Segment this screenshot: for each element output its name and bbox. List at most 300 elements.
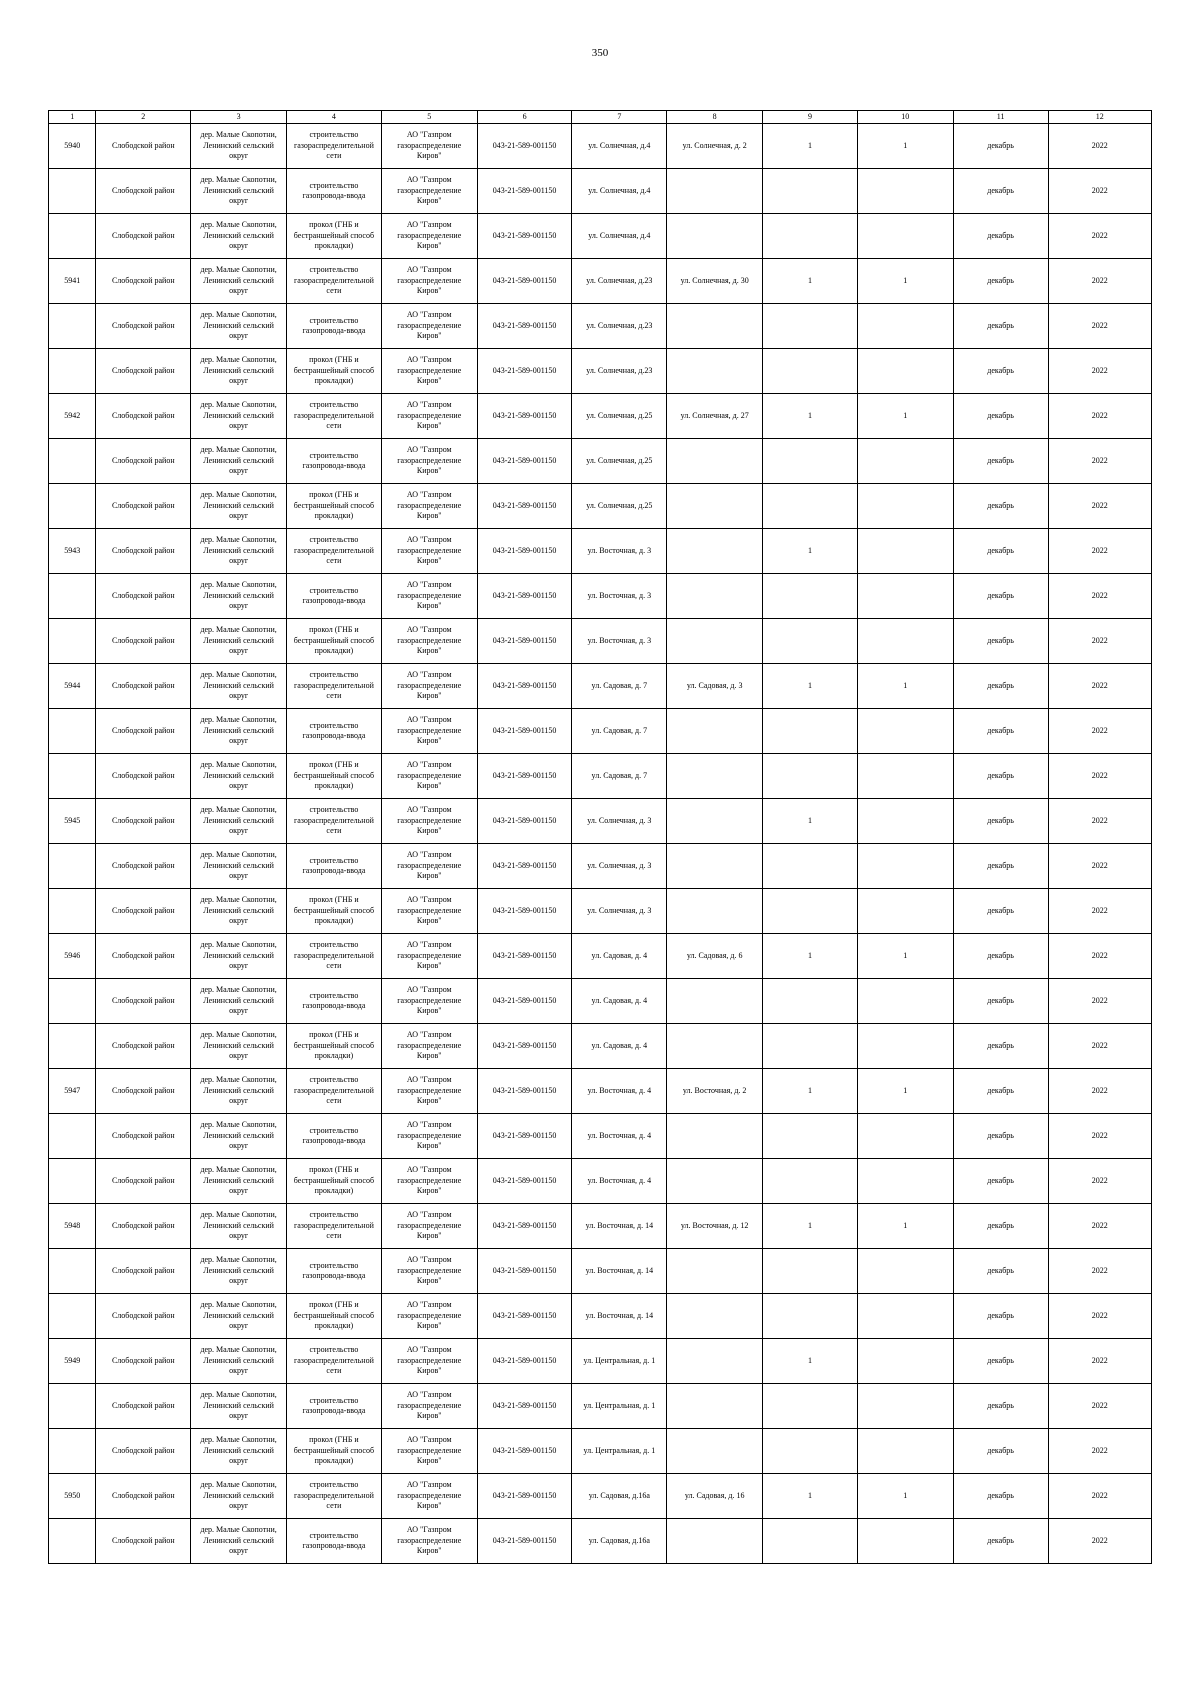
cell-count-9 [763,844,858,889]
cell-address: ул. Садовая, д. 7 [572,754,667,799]
cell-work-type: строительство газораспределительной сети [287,1474,382,1519]
cell-connected-address [667,574,763,619]
cell-address: ул. Восточная, д. 14 [572,1294,667,1339]
cell-count-9 [763,1249,858,1294]
cell-record-number [49,844,96,889]
cell-locality: дер. Малые Скопотни, Ленинский сельский округ [191,529,287,574]
table-row [49,394,1152,439]
cell-district: Слободской район [96,889,191,934]
cell-count-9 [763,1384,858,1429]
cell-count-9 [763,484,858,529]
cell-locality: дер. Малые Скопотни, Ленинский сельский округ [191,1204,287,1249]
cell-district: Слободской район [96,1294,191,1339]
cell-count-9 [763,1294,858,1339]
cell-registry-code: 043-21-589-001150 [477,979,572,1024]
cell-record-number [49,619,96,664]
cell-district: Слободской район [96,124,191,169]
column-header: 4 [287,111,382,124]
cell-address: ул. Солнечная, д. 3 [572,889,667,934]
cell-record-number [49,1114,96,1159]
cell-locality: дер. Малые Скопотни, Ленинский сельский округ [191,484,287,529]
cell-district: Слободской район [96,1249,191,1294]
cell-locality: дер. Малые Скопотни, Ленинский сельский округ [191,1249,287,1294]
cell-connected-address [667,529,763,574]
cell-locality: дер. Малые Скопотни, Ленинский сельский округ [191,979,287,1024]
cell-record-number [49,1294,96,1339]
cell-organization: АО "Газпром газораспределение Киров" [381,259,477,304]
cell-district: Слободской район [96,979,191,1024]
cell-organization: АО "Газпром газораспределение Киров" [381,889,477,934]
cell-year: 2022 [1048,709,1151,754]
column-header: 10 [857,111,953,124]
cell-district: Слободской район [96,1384,191,1429]
cell-locality: дер. Малые Скопотни, Ленинский сельский округ [191,349,287,394]
cell-count-10: 1 [857,1474,953,1519]
cell-year: 2022 [1048,439,1151,484]
cell-work-type: строительство газопровода-ввода [287,439,382,484]
cell-locality: дер. Малые Скопотни, Ленинский сельский округ [191,1114,287,1159]
cell-count-9 [763,1159,858,1204]
cell-month: декабрь [953,1294,1048,1339]
cell-address: ул. Солнечная, д.25 [572,484,667,529]
cell-count-10: 1 [857,934,953,979]
cell-month: декабрь [953,754,1048,799]
cell-count-9: 1 [763,529,858,574]
table-row [49,484,1152,529]
cell-month: декабрь [953,1204,1048,1249]
table-row [49,1294,1152,1339]
cell-district: Слободской район [96,574,191,619]
table-row [49,439,1152,484]
cell-record-number: 5941 [49,259,96,304]
column-header: 1 [49,111,96,124]
cell-month: декабрь [953,1159,1048,1204]
cell-count-10 [857,619,953,664]
cell-locality: дер. Малые Скопотни, Ленинский сельский округ [191,1474,287,1519]
cell-registry-code: 043-21-589-001150 [477,844,572,889]
cell-count-10: 1 [857,124,953,169]
cell-address: ул. Солнечная, д.23 [572,259,667,304]
table-row [49,1429,1152,1474]
cell-count-9 [763,619,858,664]
cell-month: декабрь [953,1024,1048,1069]
cell-address: ул. Солнечная, д.23 [572,304,667,349]
cell-district: Слободской район [96,934,191,979]
cell-address: ул. Солнечная, д.23 [572,349,667,394]
cell-month: декабрь [953,664,1048,709]
cell-work-type: строительство газопровода-ввода [287,979,382,1024]
cell-connected-address [667,1429,763,1474]
cell-work-type: прокол (ГНБ и бестраншейный способ прокладки) [287,484,382,529]
cell-month: декабрь [953,304,1048,349]
column-header: 5 [381,111,477,124]
cell-count-9 [763,1519,858,1564]
cell-work-type: строительство газораспределительной сети [287,664,382,709]
cell-address: ул. Солнечная, д. 3 [572,844,667,889]
cell-count-10 [857,1384,953,1429]
table-row [49,1519,1152,1564]
cell-connected-address [667,1114,763,1159]
cell-work-type: строительство газораспределительной сети [287,124,382,169]
cell-record-number [49,169,96,214]
table-row [49,1114,1152,1159]
cell-count-9 [763,1429,858,1474]
cell-connected-address: ул. Садовая, д. 16 [667,1474,763,1519]
cell-year: 2022 [1048,1294,1151,1339]
cell-month: декабрь [953,259,1048,304]
cell-count-10 [857,1249,953,1294]
cell-month: декабрь [953,439,1048,484]
table-row [49,799,1152,844]
cell-registry-code: 043-21-589-001150 [477,1519,572,1564]
cell-organization: АО "Газпром газораспределение Киров" [381,394,477,439]
table-row [49,304,1152,349]
cell-organization: АО "Газпром газораспределение Киров" [381,1384,477,1429]
cell-year: 2022 [1048,889,1151,934]
cell-year: 2022 [1048,484,1151,529]
cell-record-number [49,349,96,394]
cell-address: ул. Солнечная, д.4 [572,214,667,259]
table-row [49,1384,1152,1429]
cell-year: 2022 [1048,304,1151,349]
table-row [49,1024,1152,1069]
cell-address: ул. Центральная, д. 1 [572,1384,667,1429]
cell-year: 2022 [1048,529,1151,574]
cell-work-type: прокол (ГНБ и бестраншейный способ прокладки) [287,349,382,394]
cell-district: Слободской район [96,169,191,214]
cell-record-number: 5948 [49,1204,96,1249]
cell-record-number [49,1024,96,1069]
cell-month: декабрь [953,1474,1048,1519]
cell-address: ул. Восточная, д. 3 [572,574,667,619]
cell-address: ул. Восточная, д. 14 [572,1249,667,1294]
cell-district: Слободской район [96,619,191,664]
cell-registry-code: 043-21-589-001150 [477,709,572,754]
cell-connected-address [667,169,763,214]
cell-connected-address [667,1249,763,1294]
cell-district: Слободской район [96,799,191,844]
cell-locality: дер. Малые Скопотни, Ленинский сельский округ [191,214,287,259]
cell-month: декабрь [953,484,1048,529]
table-row [49,529,1152,574]
cell-record-number [49,889,96,934]
cell-registry-code: 043-21-589-001150 [477,394,572,439]
cell-locality: дер. Малые Скопотни, Ленинский сельский округ [191,934,287,979]
cell-count-10 [857,1159,953,1204]
cell-district: Слободской район [96,1519,191,1564]
cell-locality: дер. Малые Скопотни, Ленинский сельский округ [191,169,287,214]
cell-organization: АО "Газпром газораспределение Киров" [381,1024,477,1069]
cell-organization: АО "Газпром газораспределение Киров" [381,1339,477,1384]
cell-registry-code: 043-21-589-001150 [477,124,572,169]
cell-locality: дер. Малые Скопотни, Ленинский сельский округ [191,1339,287,1384]
cell-work-type: прокол (ГНБ и бестраншейный способ прокладки) [287,619,382,664]
cell-work-type: прокол (ГНБ и бестраншейный способ прокладки) [287,1429,382,1474]
cell-count-10 [857,304,953,349]
column-header: 2 [96,111,191,124]
cell-address: ул. Солнечная, д.4 [572,169,667,214]
cell-address: ул. Восточная, д. 4 [572,1159,667,1204]
cell-locality: дер. Малые Скопотни, Ленинский сельский округ [191,394,287,439]
cell-organization: АО "Газпром газораспределение Киров" [381,1114,477,1159]
table-row [49,214,1152,259]
cell-year: 2022 [1048,1204,1151,1249]
table-row [49,349,1152,394]
table-row [49,619,1152,664]
cell-registry-code: 043-21-589-001150 [477,304,572,349]
cell-organization: АО "Газпром газораспределение Киров" [381,1249,477,1294]
cell-registry-code: 043-21-589-001150 [477,529,572,574]
cell-work-type: строительство газопровода-ввода [287,574,382,619]
cell-organization: АО "Газпром газораспределение Киров" [381,1294,477,1339]
cell-organization: АО "Газпром газораспределение Киров" [381,529,477,574]
cell-registry-code: 043-21-589-001150 [477,1294,572,1339]
cell-organization: АО "Газпром газораспределение Киров" [381,799,477,844]
cell-count-10 [857,979,953,1024]
cell-year: 2022 [1048,349,1151,394]
cell-district: Слободской район [96,1474,191,1519]
cell-organization: АО "Газпром газораспределение Киров" [381,619,477,664]
cell-record-number [49,979,96,1024]
table-row [49,574,1152,619]
cell-count-9 [763,574,858,619]
cell-work-type: строительство газораспределительной сети [287,799,382,844]
cell-registry-code: 043-21-589-001150 [477,799,572,844]
cell-year: 2022 [1048,259,1151,304]
cell-address: ул. Восточная, д. 3 [572,619,667,664]
cell-locality: дер. Малые Скопотни, Ленинский сельский округ [191,1294,287,1339]
cell-registry-code: 043-21-589-001150 [477,1339,572,1384]
cell-work-type: строительство газопровода-ввода [287,169,382,214]
table-row [49,934,1152,979]
cell-district: Слободской район [96,439,191,484]
cell-record-number [49,709,96,754]
cell-count-9 [763,979,858,1024]
cell-address: ул. Садовая, д. 4 [572,934,667,979]
cell-organization: АО "Газпром газораспределение Киров" [381,934,477,979]
cell-count-10 [857,349,953,394]
cell-record-number: 5946 [49,934,96,979]
cell-record-number [49,484,96,529]
column-header: 7 [572,111,667,124]
gasification-register-table [48,110,1152,1564]
cell-district: Слободской район [96,1339,191,1384]
column-header: 6 [477,111,572,124]
cell-month: декабрь [953,214,1048,259]
cell-year: 2022 [1048,1024,1151,1069]
cell-connected-address [667,1519,763,1564]
cell-registry-code: 043-21-589-001150 [477,934,572,979]
cell-year: 2022 [1048,1114,1151,1159]
cell-locality: дер. Малые Скопотни, Ленинский сельский округ [191,1384,287,1429]
cell-district: Слободской район [96,394,191,439]
cell-year: 2022 [1048,1249,1151,1294]
cell-work-type: строительство газораспределительной сети [287,1204,382,1249]
cell-month: декабрь [953,394,1048,439]
cell-address: ул. Восточная, д. 3 [572,529,667,574]
cell-connected-address [667,1024,763,1069]
cell-locality: дер. Малые Скопотни, Ленинский сельский округ [191,439,287,484]
cell-record-number [49,304,96,349]
cell-count-9: 1 [763,1069,858,1114]
cell-work-type: строительство газопровода-ввода [287,1519,382,1564]
cell-count-10: 1 [857,394,953,439]
cell-record-number [49,1249,96,1294]
cell-connected-address [667,619,763,664]
cell-year: 2022 [1048,169,1151,214]
cell-locality: дер. Малые Скопотни, Ленинский сельский округ [191,1519,287,1564]
cell-registry-code: 043-21-589-001150 [477,214,572,259]
table-row [49,844,1152,889]
cell-district: Слободской район [96,304,191,349]
cell-month: декабрь [953,1114,1048,1159]
cell-organization: АО "Газпром газораспределение Киров" [381,124,477,169]
cell-locality: дер. Малые Скопотни, Ленинский сельский округ [191,304,287,349]
cell-connected-address [667,754,763,799]
table-row [49,124,1152,169]
cell-month: декабрь [953,349,1048,394]
cell-year: 2022 [1048,124,1151,169]
cell-organization: АО "Газпром газораспределение Киров" [381,1069,477,1114]
cell-connected-address [667,349,763,394]
cell-count-10 [857,169,953,214]
cell-locality: дер. Малые Скопотни, Ленинский сельский округ [191,1429,287,1474]
cell-year: 2022 [1048,754,1151,799]
cell-registry-code: 043-21-589-001150 [477,754,572,799]
cell-record-number: 5943 [49,529,96,574]
cell-connected-address: ул. Восточная, д. 2 [667,1069,763,1114]
cell-address: ул. Садовая, д.16а [572,1519,667,1564]
cell-month: декабрь [953,799,1048,844]
table-body [49,124,1152,1564]
cell-work-type: строительство газораспределительной сети [287,1069,382,1114]
cell-work-type: прокол (ГНБ и бестраншейный способ прокладки) [287,214,382,259]
cell-organization: АО "Газпром газораспределение Киров" [381,1204,477,1249]
cell-locality: дер. Малые Скопотни, Ленинский сельский округ [191,1024,287,1069]
cell-connected-address [667,1159,763,1204]
cell-count-9 [763,709,858,754]
cell-connected-address [667,214,763,259]
cell-connected-address: ул. Садовая, д. 3 [667,664,763,709]
cell-year: 2022 [1048,619,1151,664]
cell-work-type: строительство газораспределительной сети [287,259,382,304]
cell-record-number [49,214,96,259]
cell-work-type: прокол (ГНБ и бестраншейный способ прокладки) [287,1024,382,1069]
cell-address: ул. Восточная, д. 4 [572,1069,667,1114]
cell-month: декабрь [953,1069,1048,1114]
cell-month: декабрь [953,529,1048,574]
cell-district: Слободской район [96,709,191,754]
cell-count-9 [763,169,858,214]
table-row [49,979,1152,1024]
cell-locality: дер. Малые Скопотни, Ленинский сельский округ [191,844,287,889]
cell-record-number [49,574,96,619]
cell-count-10 [857,889,953,934]
cell-work-type: строительство газораспределительной сети [287,1339,382,1384]
cell-district: Слободской район [96,484,191,529]
cell-organization: АО "Газпром газораспределение Киров" [381,214,477,259]
cell-count-9: 1 [763,934,858,979]
cell-count-9 [763,439,858,484]
cell-registry-code: 043-21-589-001150 [477,1159,572,1204]
cell-record-number: 5940 [49,124,96,169]
cell-year: 2022 [1048,844,1151,889]
column-header: 8 [667,111,763,124]
cell-month: декабрь [953,1339,1048,1384]
cell-address: ул. Садовая, д.16а [572,1474,667,1519]
cell-record-number: 5944 [49,664,96,709]
cell-district: Слободской район [96,844,191,889]
cell-locality: дер. Малые Скопотни, Ленинский сельский округ [191,124,287,169]
column-number-header-row [49,111,1152,124]
column-header: 3 [191,111,287,124]
cell-connected-address [667,889,763,934]
cell-district: Слободской район [96,664,191,709]
cell-count-9 [763,349,858,394]
cell-registry-code: 043-21-589-001150 [477,1024,572,1069]
cell-work-type: строительство газопровода-ввода [287,709,382,754]
table-row [49,169,1152,214]
cell-organization: АО "Газпром газораспределение Киров" [381,574,477,619]
cell-organization: АО "Газпром газораспределение Киров" [381,664,477,709]
cell-count-9 [763,1024,858,1069]
cell-count-10 [857,214,953,259]
cell-registry-code: 043-21-589-001150 [477,1249,572,1294]
cell-count-10: 1 [857,664,953,709]
cell-year: 2022 [1048,1474,1151,1519]
cell-district: Слободской район [96,1024,191,1069]
cell-work-type: прокол (ГНБ и бестраншейный способ прокладки) [287,754,382,799]
cell-connected-address: ул. Садовая, д. 6 [667,934,763,979]
cell-address: ул. Центральная, д. 1 [572,1429,667,1474]
cell-year: 2022 [1048,1519,1151,1564]
table-row [49,1069,1152,1114]
cell-work-type: прокол (ГНБ и бестраншейный способ прокладки) [287,1159,382,1204]
cell-record-number: 5942 [49,394,96,439]
cell-organization: АО "Газпром газораспределение Киров" [381,844,477,889]
cell-connected-address: ул. Солнечная, д. 27 [667,394,763,439]
cell-registry-code: 043-21-589-001150 [477,1474,572,1519]
cell-year: 2022 [1048,979,1151,1024]
cell-record-number: 5949 [49,1339,96,1384]
cell-locality: дер. Малые Скопотни, Ленинский сельский округ [191,754,287,799]
cell-count-9 [763,304,858,349]
cell-address: ул. Садовая, д. 7 [572,709,667,754]
cell-district: Слободской район [96,259,191,304]
cell-month: декабрь [953,979,1048,1024]
cell-registry-code: 043-21-589-001150 [477,664,572,709]
cell-record-number [49,754,96,799]
cell-count-9: 1 [763,799,858,844]
cell-locality: дер. Малые Скопотни, Ленинский сельский округ [191,1159,287,1204]
cell-count-10: 1 [857,1204,953,1249]
cell-locality: дер. Малые Скопотни, Ленинский сельский округ [191,619,287,664]
cell-locality: дер. Малые Скопотни, Ленинский сельский округ [191,259,287,304]
cell-work-type: строительство газопровода-ввода [287,1114,382,1159]
cell-work-type: строительство газопровода-ввода [287,304,382,349]
cell-registry-code: 043-21-589-001150 [477,1114,572,1159]
column-header: 12 [1048,111,1151,124]
cell-organization: АО "Газпром газораспределение Киров" [381,709,477,754]
cell-registry-code: 043-21-589-001150 [477,1429,572,1474]
cell-organization: АО "Газпром газораспределение Киров" [381,1159,477,1204]
cell-registry-code: 043-21-589-001150 [477,574,572,619]
cell-count-9: 1 [763,1474,858,1519]
cell-count-10 [857,844,953,889]
cell-connected-address [667,709,763,754]
cell-district: Слободской район [96,754,191,799]
cell-connected-address [667,1294,763,1339]
